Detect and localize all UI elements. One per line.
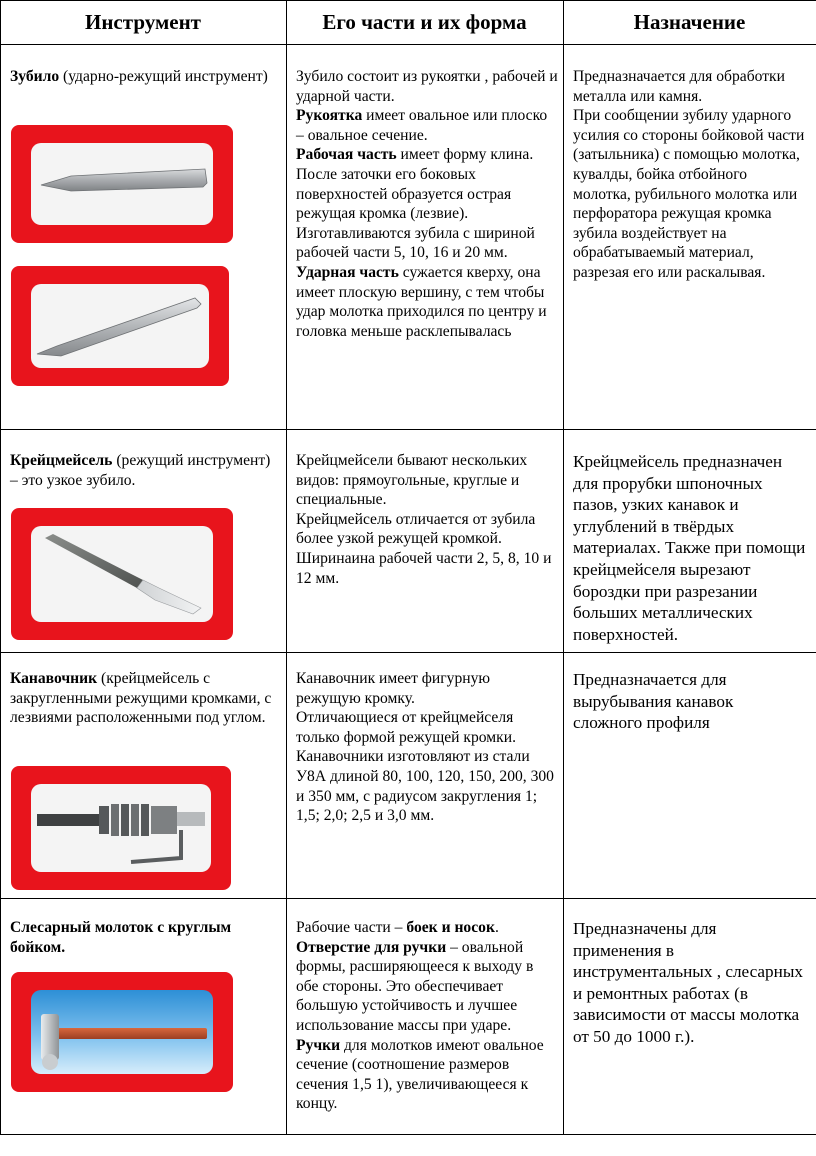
tool-name-chisel: Зубило (ударно-режущий инструмент) bbox=[10, 68, 268, 85]
purpose-chisel bbox=[573, 67, 816, 283]
groove-chisel-icon bbox=[31, 784, 211, 872]
header-divider bbox=[0, 44, 816, 45]
purpose-hammer bbox=[573, 918, 816, 1048]
purpose-line: и ремонтных работах (в bbox=[573, 983, 748, 1003]
row-divider bbox=[0, 429, 816, 430]
purpose-line: Предназначается для bbox=[573, 670, 727, 689]
purpose-line: При сообщении зубилу ударного bbox=[573, 107, 792, 125]
purpose-line: бороздки при разрезании bbox=[573, 581, 758, 601]
row-divider bbox=[0, 652, 816, 653]
purpose-line: поверхностей. bbox=[573, 624, 679, 644]
purpose-line: от 50 до 1000 г.). bbox=[573, 1026, 695, 1046]
purpose-line: углублений в твёрдых bbox=[573, 516, 735, 536]
purpose-line: кувалды, бойка отбойного bbox=[573, 165, 748, 183]
cross-cut-chisel-image bbox=[11, 508, 233, 640]
purpose-line: перфоратора режущая кромка bbox=[573, 205, 772, 223]
purpose-line: для прорубки шпоночных bbox=[573, 473, 763, 493]
column-divider bbox=[563, 0, 564, 1135]
parts-hammer: Рабочие части – боек и носок. Отверстие для ручки – овальной формы, расширяющееся к выходу в обе стороны. Это обеспечивает большую устойчивость и лучшее использование массы при ударе. Ручки для молотков имеют овальное сечение (соотношение размеров сечения 1,5 1), увеличивающееся к концу. bbox=[296, 919, 544, 1113]
purpose-line: инструментальных , слесарных bbox=[573, 962, 803, 982]
chisel-icon bbox=[31, 284, 209, 368]
purpose-line: пазов, узких канавок и bbox=[573, 495, 739, 515]
parts-cross-cut-chisel: Крейцмейсели бывают нескольких видов: прямоугольные, круглые и специальные. Крейцмейсель отличается от зубила более узкой режущей кромкой. Ширинаина рабочей части 2, 5, 8, 10 и 12 мм. bbox=[296, 452, 552, 587]
purpose-line: крейцмейселя вырезают bbox=[573, 559, 751, 579]
purpose-line: (затыльника) с помощью молотка, bbox=[573, 146, 800, 164]
table-border-bottom bbox=[0, 1134, 816, 1135]
hammer-icon bbox=[31, 990, 213, 1074]
purpose-cross-cut-chisel bbox=[573, 451, 816, 645]
chisel-image-1 bbox=[11, 125, 233, 243]
chisel-icon bbox=[31, 143, 213, 225]
purpose-line: обрабатываемый материал, bbox=[573, 244, 754, 262]
header-parts: Его части и их форма bbox=[322, 9, 527, 34]
purpose-line: материалах. Также при помощи bbox=[573, 538, 806, 558]
purpose-line: разрезая его или раскалывая. bbox=[573, 263, 766, 281]
chisel-image-2 bbox=[11, 266, 229, 386]
tool-name-groove-chisel: Канавочник (крейцмейсель с закругленными режущими кромками, с лезвиями расположенными под углом. bbox=[10, 670, 272, 727]
purpose-line: металла или камня. bbox=[573, 87, 703, 105]
purpose-line: сложного профиля bbox=[573, 713, 710, 733]
tool-name-cross-cut-chisel: Крейцмейсель (режущий инструмент) – это узкое зубило. bbox=[10, 452, 271, 489]
purpose-line: больших металлических bbox=[573, 603, 753, 623]
header-purpose: Назначение bbox=[633, 9, 746, 34]
purpose-line: зависимости от массы молотка bbox=[573, 1005, 800, 1025]
purpose-line: вырубывания канавок bbox=[573, 691, 734, 711]
hammer-image bbox=[11, 972, 233, 1092]
purpose-line: усилия со стороны бойковой части bbox=[573, 126, 805, 144]
groove-chisel-image bbox=[11, 766, 231, 890]
table-border-left bbox=[0, 0, 1, 1135]
purpose-groove-chisel bbox=[573, 669, 816, 734]
cross-cut-chisel-icon bbox=[31, 526, 213, 622]
purpose-line: зубила воздействует на bbox=[573, 224, 727, 242]
row-divider bbox=[0, 898, 816, 899]
purpose-line: Предназначается для обработки bbox=[573, 68, 785, 85]
parts-chisel: Зубило состоит из рукоятки , рабочей и ударной части. Рукоятка имеет овальное или плоско – овальное сечение. Рабочая часть имеет форму клина. После заточки его боковых поверхностей образуется острая режущая кромка (лезвие). Изготавливаются зубила с шириной рабочей части 5, 10, 16 и 20 мм. Ударная часть сужается кверху, она имеет плоскую вершину, с тем чтобы удар молотка приходился по центру и головка меньше расклепывалась bbox=[296, 68, 558, 340]
header-tool: Инструмент bbox=[85, 9, 201, 34]
purpose-line: Крейцмейсель предназначен bbox=[573, 452, 783, 471]
column-divider bbox=[286, 0, 287, 1135]
purpose-line: молотка, рубильного молотка или bbox=[573, 185, 798, 203]
purpose-line: применения в bbox=[573, 940, 675, 960]
tool-name-hammer: Слесарный молоток с круглым бойком. bbox=[10, 919, 232, 956]
parts-groove-chisel: Канавочник имеет фигурную режущую кромку. Отличающиеся от крейцмейселя только формой режущей кромки. Канавочники изготовляют из стали У8А длиной 80, 100, 120, 150, 200, 300 и 350 мм, с радиусом закругления 1; 1,5; 2,0; 2,5 и 3,0 мм. bbox=[296, 670, 554, 825]
purpose-line: Предназначены для bbox=[573, 919, 717, 938]
